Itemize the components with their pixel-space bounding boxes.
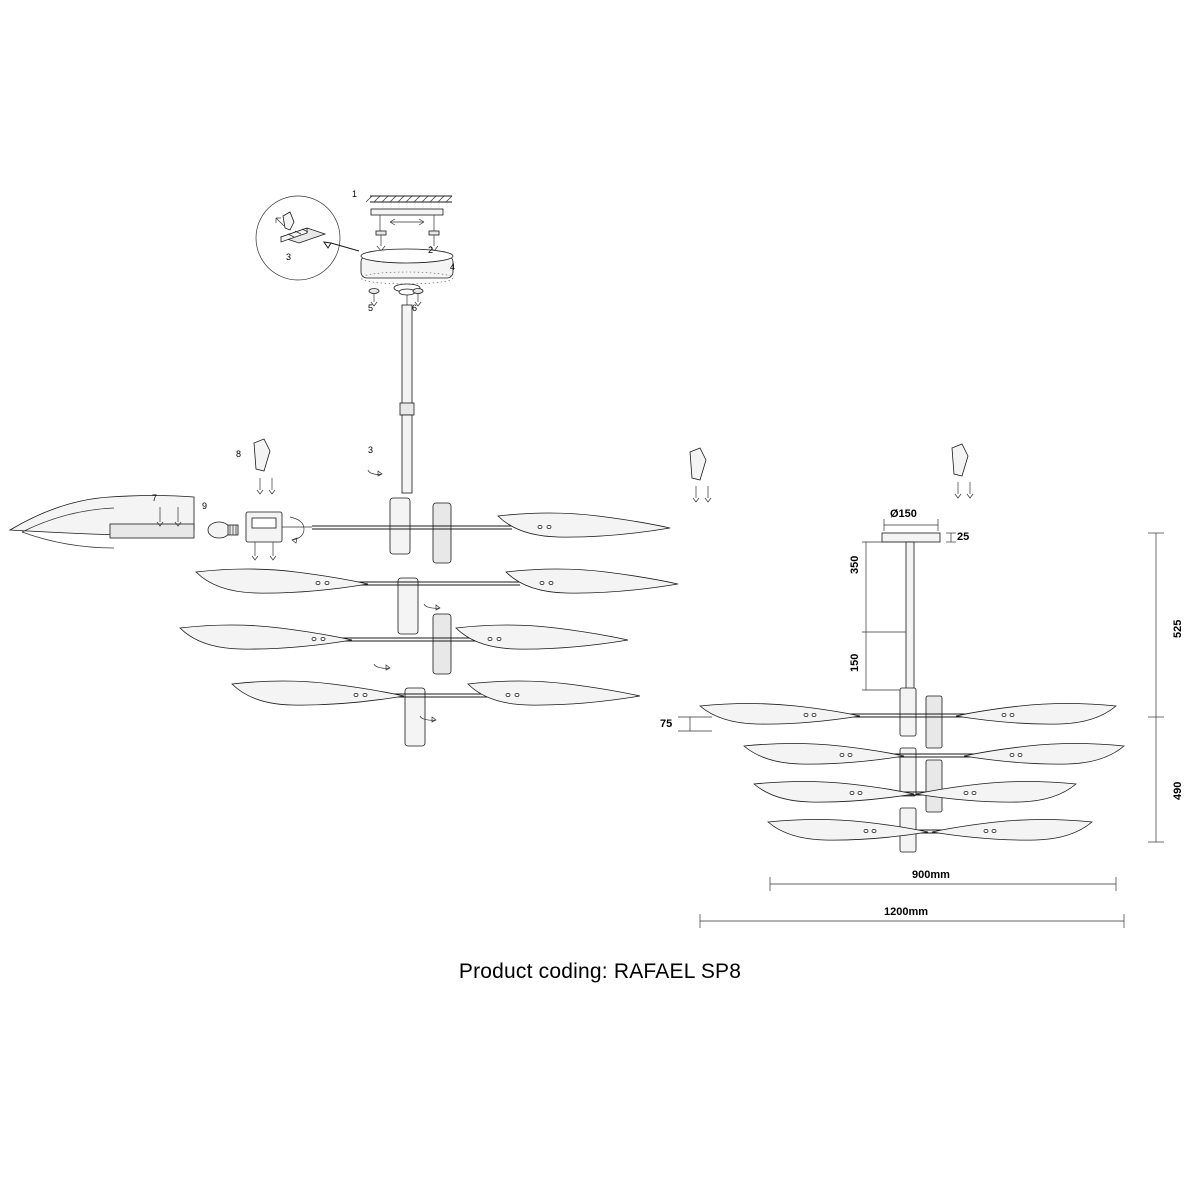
blade-group-row1 — [498, 513, 670, 537]
dim-outer-width: 1200mm — [884, 906, 929, 918]
dim-diameter: Ø150 — [890, 508, 917, 520]
callout-4: 4 — [450, 262, 456, 272]
lamp-socket-assembly — [208, 512, 312, 560]
dim-rod-lower: 150 — [849, 653, 861, 672]
ceiling-surface-icon — [366, 196, 452, 202]
callout-3b: 3 — [368, 445, 374, 455]
blade-group-row2 — [196, 569, 678, 593]
dim-inner-width: 900mm — [912, 869, 950, 881]
detached-blade — [10, 496, 194, 549]
detail-bubble — [256, 196, 359, 280]
mounting-bracket — [371, 209, 443, 251]
dim-plate-thickness: 25 — [957, 531, 970, 543]
exploded-assembly-view — [10, 196, 973, 746]
dimensioned-elevation-view — [678, 519, 1164, 928]
central-hub — [390, 498, 451, 746]
callout-3: 3 — [286, 252, 292, 262]
blade-fitting-tool-2 — [952, 444, 973, 498]
dim-blade-spacing: 75 — [660, 718, 673, 730]
screwdriver-tool — [254, 439, 275, 494]
callout-5: 5 — [368, 303, 374, 313]
dim-total-height: 525 — [1172, 619, 1184, 638]
ceiling-plate — [882, 533, 940, 542]
dim-rod-upper: 350 — [849, 555, 861, 574]
arm-rows — [312, 526, 536, 697]
suspension-rod — [368, 305, 414, 493]
blade-fitting-tool — [690, 448, 711, 502]
callout-8: 8 — [236, 449, 242, 459]
product-coding-caption: Product coding: RAFAEL SP8 — [458, 960, 742, 983]
callout-7: 7 — [152, 493, 158, 503]
terminal-block-detail — [276, 212, 325, 243]
callout-9: 9 — [202, 501, 208, 511]
canopy — [361, 249, 456, 284]
elevation-hub — [900, 688, 942, 852]
dim-fixture-height: 490 — [1172, 781, 1184, 800]
callout-6: 6 — [412, 303, 418, 313]
blade-group-row4 — [232, 681, 640, 705]
elevation-rod — [906, 542, 914, 690]
fasteners-group — [369, 284, 423, 306]
callout-2: 2 — [428, 245, 434, 255]
callout-1: 1 — [352, 189, 358, 199]
